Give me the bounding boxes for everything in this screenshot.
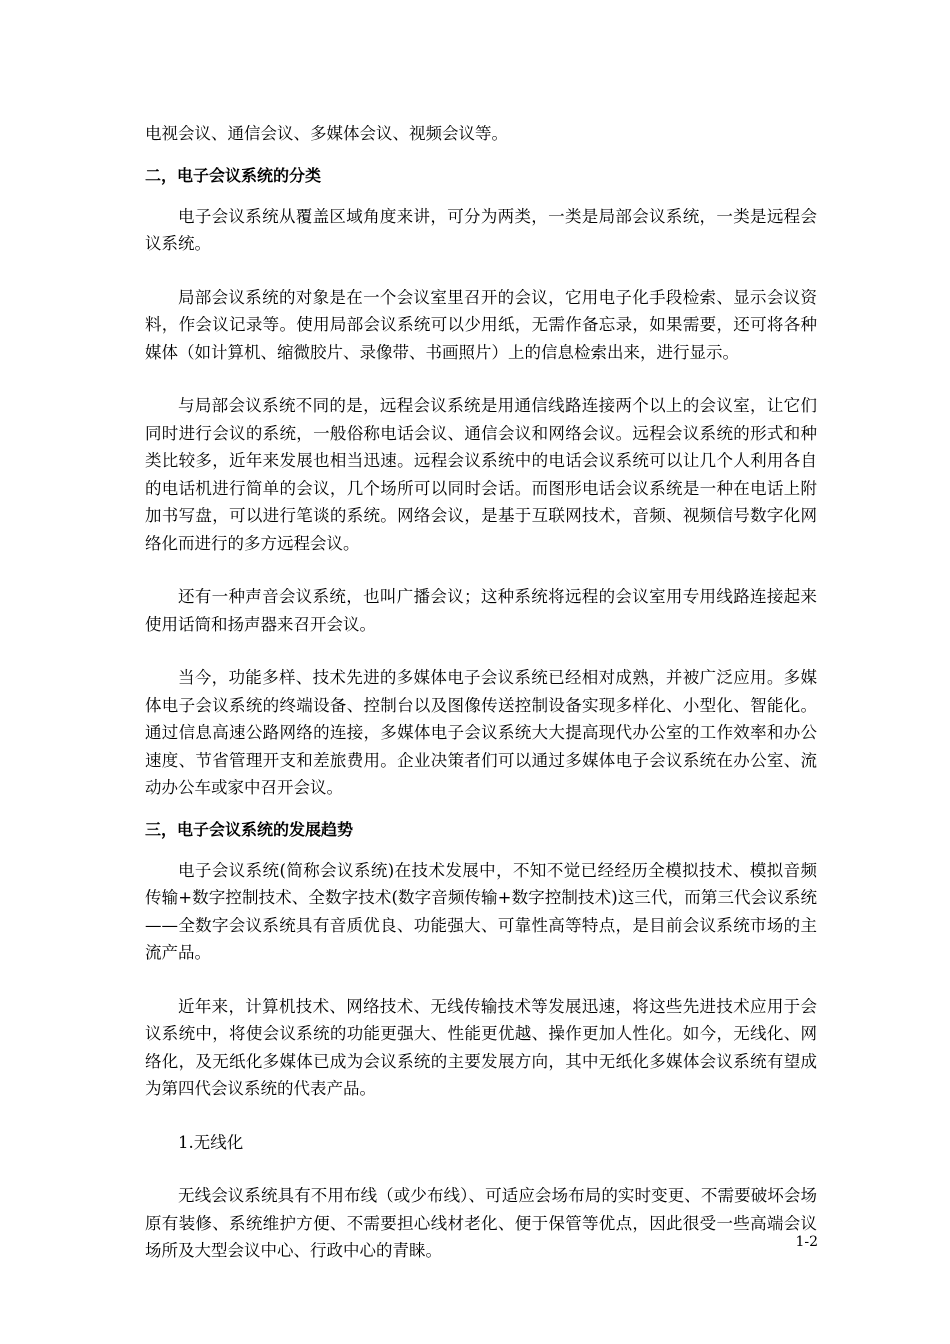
paragraph-remote-system: 与局部会议系统不同的是，远程会议系统是用通信线路连接两个以上的会议室，让它们同时进行会议的系统，一般俗称电话会议、通信会议和网络会议。远程会议系统的形式和种类比较多，近年来发展也相当迅速。远程会议系统中的电话会议系统可以让几个人利用各自的电话机进行简单的会议，几个场所可以同时会话。而图形电话会议系统是一种在电话上附加书写盘，可以进行笔谈的系统。网络会议，是基于互联网技术，音频、视频信号数字化网络化而进行的多方远程会议。 <box>145 396 817 553</box>
document-page <box>145 120 817 1265</box>
paragraph-local-system: 局部会议系统的对象是在一个会议室里召开的会议，它用电子化手段检索、显示会议资料，作会议记录等。使用局部会议系统可以少用纸，无需作备忘录，如果需要，还可将各种媒体（如计算机、缩微胶片、录像带、书画照片）上的信息检索出来，进行显示。 <box>145 287 817 362</box>
paragraph-wireless: 无线会议系统具有不用布线（或少布线）、可适应会场布局的实时变更、不需要破坏会场原有装修、系统维护方便、不需要担心线材老化、便于保管等优点，因此很受一些高端会议场所及大型会议中心、行政中心的青睐。 <box>145 1186 817 1260</box>
section-heading-classification: 二，电子会议系统的分类 <box>145 165 322 185</box>
paragraph-audio-conference: 还有一种声音会议系统，也叫广播会议；这种系统将远程的会议室用专用线路连接起来使用话筒和扬声器来召开会议。 <box>145 587 817 634</box>
paragraph-coverage: 电子会议系统从覆盖区域角度来讲，可分为两类，一类是局部会议系统，一类是远程会议系统。 <box>145 206 817 253</box>
paragraph-multimedia: 当今，功能多样、技术先进的多媒体电子会议系统已经相对成熟，并被广泛应用。多媒体电子会议系统的终端设备、控制台以及图像传送控制设备实现多样化、小型化、智能化。通过信息高速公路网络的连接，多媒体电子会议系统大大提高现代办公室的工作效率和办公速度、节省管理开支和差旅费用。企业决策者们可以通过多媒体电子会议系统在办公室、流动办公车或家中召开会议。 <box>145 668 817 797</box>
paragraph-continuation: 电视会议、通信会议、多媒体会议、视频会议等。 <box>145 124 508 143</box>
subheading-wireless: 1.无线化 <box>178 1132 244 1152</box>
paragraph-recent-development: 近年来，计算机技术、网络技术、无线传输技术等发展迅速，将这些先进技术应用于会议系统中，将使会议系统的功能更强大、性能更优越、操作更加人性化。如今，无线化、网络化，及无纸化多媒体已成为会议系统的主要发展方向，其中无纸化多媒体会议系统有望成为第四代会议系统的代表产品。 <box>145 996 817 1098</box>
page-number: 1-2 <box>795 1234 818 1250</box>
section-heading-trends: 三，电子会议系统的发展趋势 <box>145 819 354 839</box>
paragraph-generations: 电子会议系统(简称会议系统)在技术发展中，不知不觉已经经历全模拟技术、模拟音频传输+数字控制技术、全数字技术(数字音频传输+数字控制技术)这三代，而第三代会议系统——全数字会议系统具有音质优良、功能强大、可靠性高等特点，是目前会议系统市场的主流产品。 <box>145 860 817 962</box>
